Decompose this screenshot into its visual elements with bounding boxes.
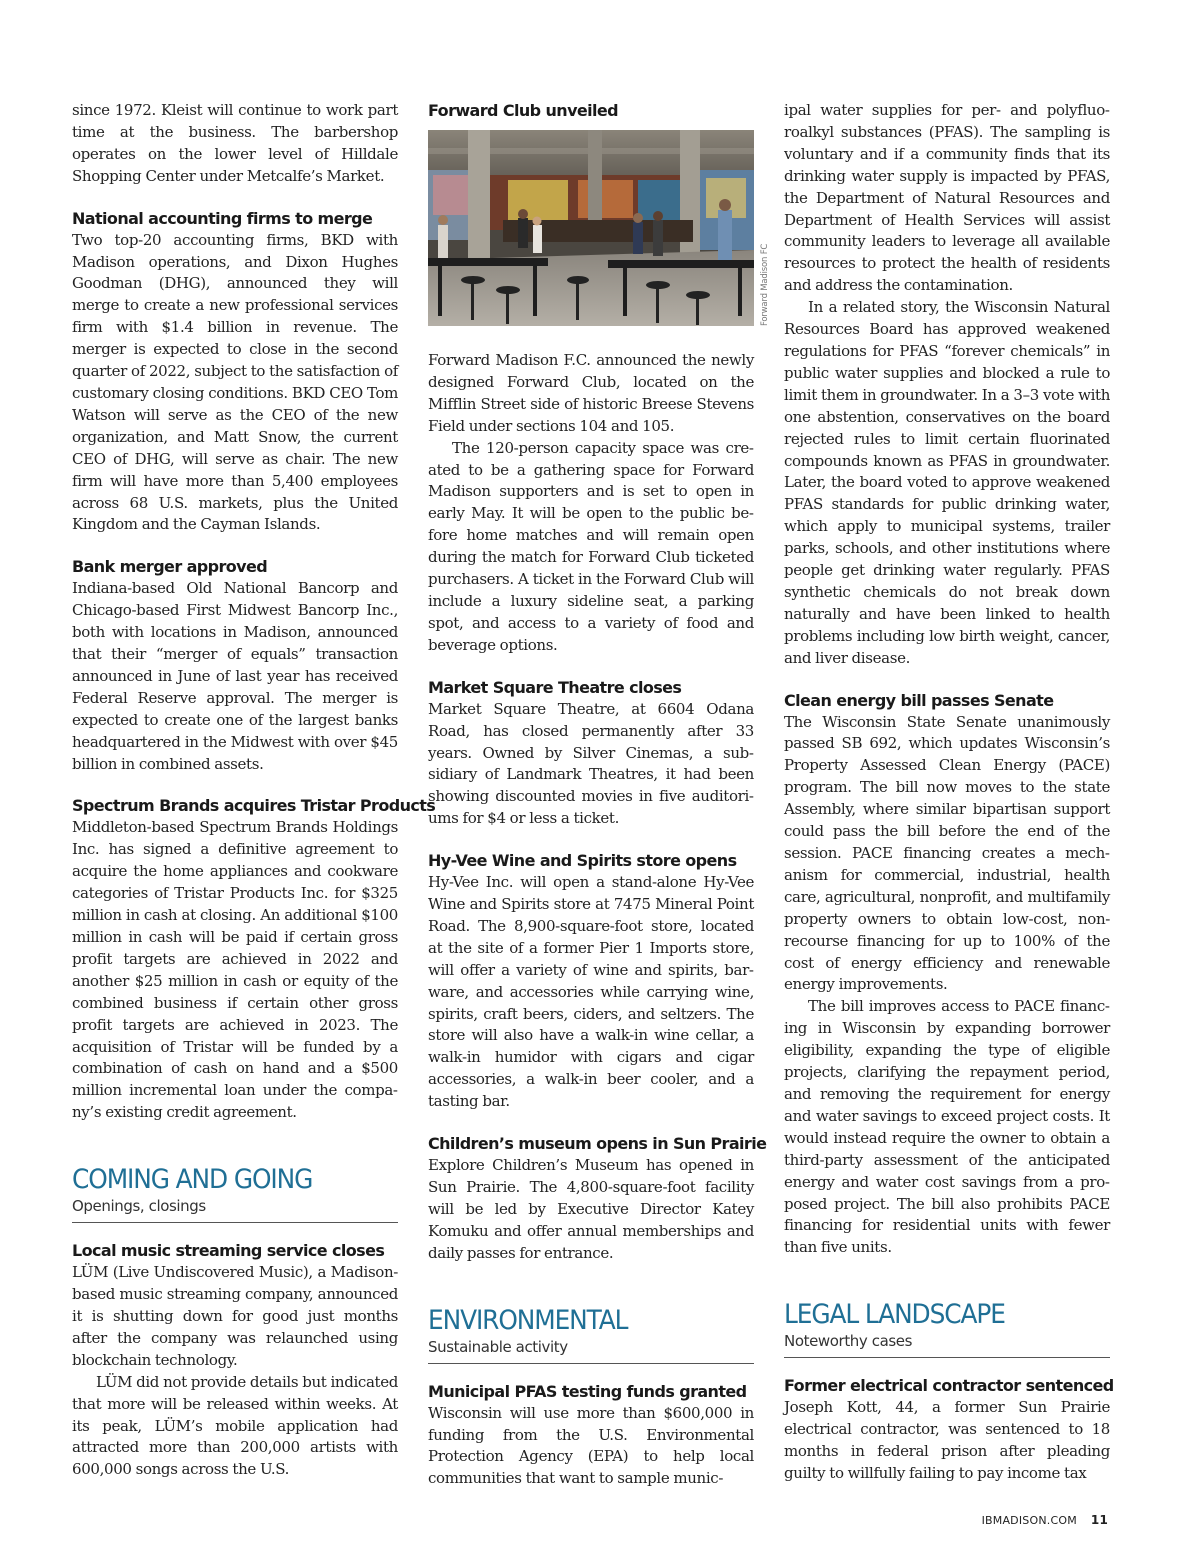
coming-and-going-subtitle: Openings, closings bbox=[72, 1196, 398, 1223]
spectrum-paragraph: Middleton-based Spectrum Brands Holdings Inc. has signed a definitive agreement to acquire the home appliances and cookware categories of Tristar Products Inc. for $325 million in cash at closing. An additional $100 million in cash will be paid if certain gross profit targets are achieved in 2022 and another $25 million in cash or equity of the combined business if certain other gross profit targets are achieved in 2023. The acquisition of Tristar will be funded by a combination of cash on hand and a $500 million incremental loan under the company’s existing credit agreement. bbox=[72, 818, 398, 1122]
pfas-paragraph: Wisconsin will use more than $600,000 in funding from the U.S. Environmental Protection Agency (EPA) to help local communities that want to sample munic- bbox=[428, 1403, 754, 1488]
bank-merger-paragraph: Indiana-based Old National Bancorp and Chicago-based First Midwest Bancorp Inc., both with locations in Madison, announced that their “merger of equals” transaction announced in June of last year has received Federal Reserve approval. The merger is expected to create one of the largest banks headquartered in the Midwest with over $45 billion in combined assets. bbox=[72, 579, 398, 773]
lum-paragraph-1: LÜM (Live Undiscovered Music), a Madison-based music streaming company, announced it is shutting down for good just months after the company was relaunched using blockchain technology. bbox=[72, 1263, 398, 1369]
museum-paragraph: Explore Children’s Museum has opened in Sun Prairie. The 4,800-square-foot facility will be led by Executive Director Katey Komuku and offer annual memberships and daily passes for entrance. bbox=[428, 1156, 754, 1262]
pfas-related-paragraph: In a related story, the Wisconsin Natural Resources Board has approved weakened regulations for PFAS “forever chemicals” in public water supplies and blocked a rule to limit them in groundwater. In a 3–3 vote with one abstention, conservatives on the board rejected rules to limit certain fluorinated compounds known as PFAS in groundwater. Later, the board voted to approve weakened PFAS standards for public drinking water, which apply to municipal systems, trailer parks, schools, and other institutions where people get drinking water regularly. PFAS synthetic chemicals do not break down naturally and have been linked to health problems including low birth weight, cancer, and liver disease. bbox=[784, 298, 1110, 667]
hyvee-paragraph: Hy-Vee Inc. will open a stand-alone Hy-Vee Wine and Spirits store at 7475 Mineral Point Road. The 8,900-square-foot store, located at the site of a former Pier 1 Imports store, will offer a variety of wine and spirits, barware, and accessories while carrying wine, spirits, craft beers, ciders, and seltzers. The store will also have a walk-in wine cellar, a walk-in humidor with cigars and cigar accessories, a walk-in beer cooler, and a tasting bar. bbox=[428, 873, 754, 1111]
forward-club-photo-container bbox=[428, 130, 770, 326]
energy-bill-paragraph-2: The bill improves access to PACE financing in Wisconsin by expanding borrower eligibility, expanding the type of eligible projects, clarifying the repayment period, and removing the requirement for energy and water savings to exceed project costs. It would instead require the owner to obtain a third-party assessment of the anticipated energy and water cost savings from a proposed project. The bill also prohibits PACE financing for residential units with fewer than five units. bbox=[784, 997, 1110, 1257]
environmental-section-title: ENVIRONMENTAL bbox=[428, 1304, 628, 1336]
pfas-continued-paragraph: ipal water supplies for per- and polyfluoroalkyl substances (PFAS). The sampling is voluntary and if a community finds that its drinking water supply is impacted by PFAS, the Department of Natural Resources and Department of Health Services will assist community leaders to leverage all available resources to protect the health of residents and address the contamination. bbox=[784, 101, 1110, 295]
forward-club-photo bbox=[428, 130, 754, 326]
photo-credit: Forward Madison FC bbox=[760, 243, 770, 326]
forward-club-headline: Forward Club unveiled bbox=[428, 101, 619, 120]
theatre-paragraph: Market Square Theatre, at 6604 Odana Road, has closed permanently after 33 years. Owned by Silver Cinemas, a subsidiary of Landmark Theatres, it had been showing discounted movies in five auditoriums for $4 or less a ticket. bbox=[428, 699, 754, 828]
page-number: 11 bbox=[1090, 1513, 1108, 1527]
page-footer bbox=[982, 1513, 1108, 1527]
legal-landscape-subtitle: Noteworthy cases bbox=[784, 1331, 1110, 1358]
accounting-headline: National accounting firms to merge bbox=[72, 208, 373, 228]
forward-club-paragraph-2: The 120-person capacity space was created to be a gathering space for Forward Madison supporters and is set to open in early May. It will be open to the public before home matches and will remain open during the match for Forward Club ticketed purchasers. A ticket in the Forward Club will include a luxury sideline seat, a parking spot, and access to a variety of food and beverage options. bbox=[428, 438, 754, 654]
energy-bill-headline: Clean energy bill passes Senate bbox=[784, 690, 1054, 710]
pfas-headline: Municipal PFAS testing funds granted bbox=[428, 1381, 747, 1401]
bank-merger-headline: Bank merger approved bbox=[72, 557, 268, 577]
environmental-subtitle: Sustainable activity bbox=[428, 1337, 754, 1364]
footer-site: IBMADISON.COM bbox=[981, 1514, 1077, 1527]
theatre-headline: Market Square Theatre closes bbox=[428, 677, 682, 697]
column-3 bbox=[784, 100, 1114, 1485]
kott-paragraph: Joseph Kott, 44, a former Sun Prairie electrical contractor, was sentenced to 18 months in federal prison after pleading guilty to willfully failing to pay income tax bbox=[784, 1398, 1110, 1482]
column-1 bbox=[72, 100, 436, 1481]
accounting-paragraph: Two top-20 accounting firms, BKD with Madison operations, and Dixon Hughes Goodman (DHG), announced they will merge to create a new professional services firm with $1.4 billion in revenue. The merger is expected to close in the second quarter of 2022, subject to the satisfaction of customary closing conditions. BKD CEO Tom Watson will serve as the CEO of the new organization, and Matt Snow, the current CEO of DHG, will serve as chair. The new firm will have more than 5,400 employees across 68 U.S. markets, plus the United Kingdom and the Cayman Islands. bbox=[72, 230, 398, 534]
lum-headline: Local music streaming service closes bbox=[72, 1241, 385, 1261]
legal-landscape-section-title: LEGAL LANDSCAPE bbox=[784, 1299, 1005, 1331]
lum-paragraph-2: LÜM did not provide details but indicated that more will be released within weeks. At its peak, LÜM’s mobile application had attracted more than 200,000 artists with 600,000 songs across the U.S. bbox=[72, 1372, 399, 1479]
kleist-continued-paragraph: since 1972. Kleist will continue to work part time at the business. The barbershop operates on the lower level of Hilldale Shopping Center under Metcalfe’s Market. bbox=[72, 101, 398, 185]
forward-club-paragraph-1: Forward Madison F.C. announced the newly designed Forward Club, located on the Mifflin Street side of historic Breese Stevens Field under sections 104 and 105. bbox=[428, 351, 754, 435]
kott-headline: Former electrical contractor sentenced bbox=[784, 1376, 1114, 1396]
column-2 bbox=[428, 100, 770, 1490]
spectrum-headline: Spectrum Brands acquires Tristar Products bbox=[72, 796, 436, 816]
hyvee-headline: Hy-Vee Wine and Spirits store opens bbox=[428, 851, 737, 871]
coming-and-going-section-title: COMING AND GOING bbox=[72, 1164, 313, 1196]
museum-headline: Children’s museum opens in Sun Prairie bbox=[428, 1134, 767, 1154]
energy-bill-paragraph-1: The Wisconsin State Senate unanimously passed SB 692, which updates Wisconsin’s Property Assessed Clean Energy (PACE) program. The bill now moves to the state Assembly, where similar bipartisan support could pass the bill before the end of the session. PACE financing creates a mechanism for commercial, industrial, health care, agricultural, nonprofit, and multifamily property owners to obtain low-cost, non-recourse financing for up to 100% of the cost of energy efficiency and renewable energy improvements. bbox=[784, 712, 1110, 994]
